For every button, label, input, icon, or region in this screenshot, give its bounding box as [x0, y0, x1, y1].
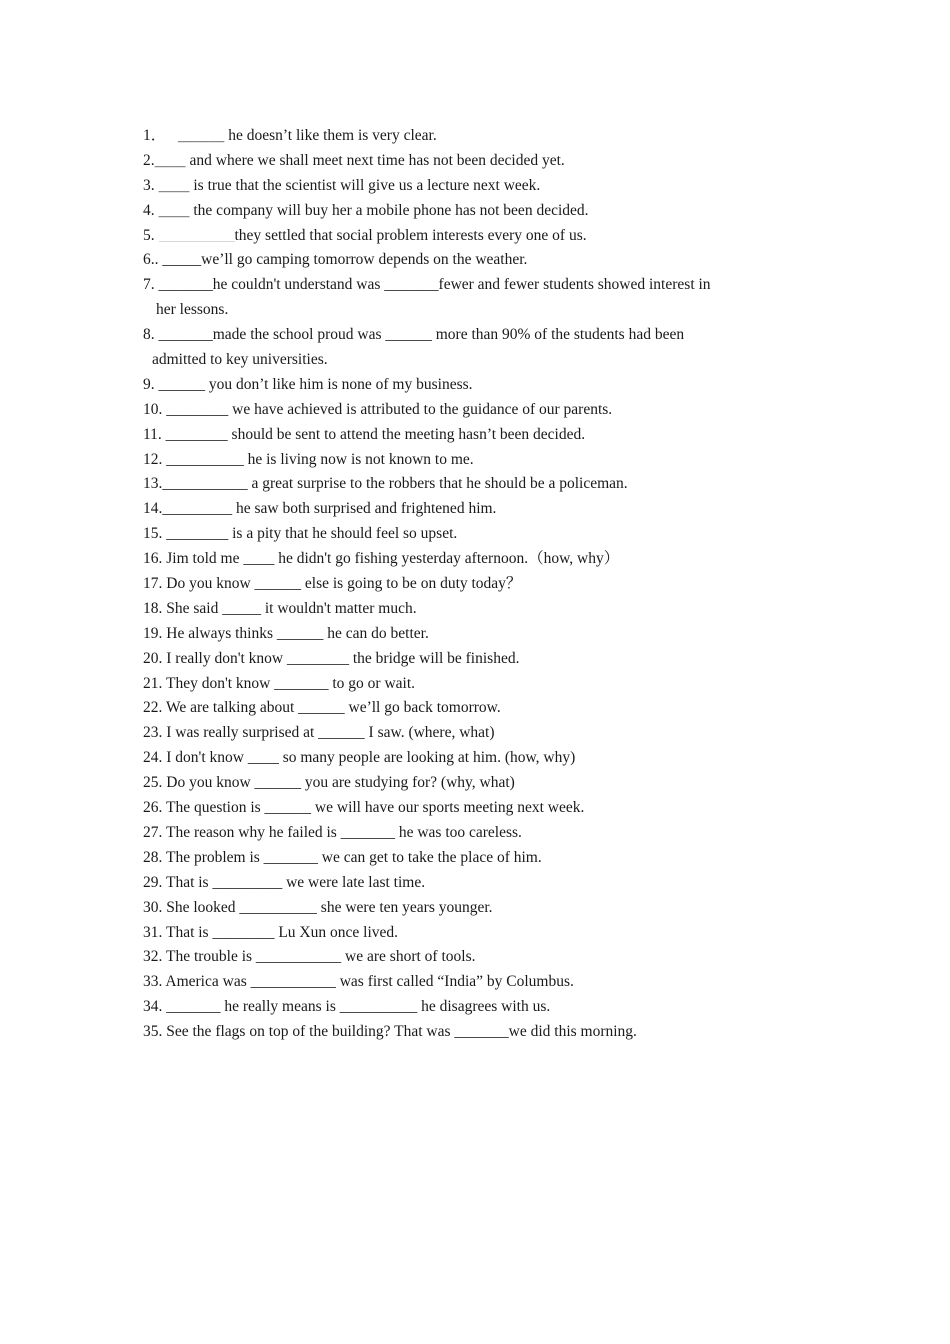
question-22: 22. We are talking about ______ we’ll go back tomorrow.	[143, 699, 501, 717]
question-21: 21. They don't know _______ to go or wait.	[143, 674, 416, 692]
question-20: 20. I really don't know ________ the bridge will be finished.	[143, 649, 520, 667]
question-35: 35. See the flags on top of the building? That was _______we did this morning.	[143, 1023, 637, 1041]
question-11: 11. ________ should be sent to attend the meeting hasn’t been decided.	[143, 425, 586, 443]
question-2: 2.＿＿ and where we shall meet next time has not been decided yet.	[143, 151, 565, 169]
question-16: 16. Jim told me ____ he didn't go fishing yesterday afternoon.（how, why）	[143, 550, 620, 568]
question-24: 24. I don't know ____ so many people are looking at him. (how, why)	[143, 749, 576, 767]
question-17: 17. Do you know ______ else is going to be on duty today？	[143, 575, 522, 593]
question-25: 25. Do you know ______ you are studying for? (why, what)	[143, 774, 515, 792]
question-34: 34. _______ he really means is __________ he disagrees with us.	[143, 998, 551, 1016]
question-15: 15. ________ is a pity that he should feel so upset.	[143, 525, 458, 543]
question-19: 19. He always thinks ______ he can do better.	[143, 624, 429, 642]
question-32: 32. The trouble is ___________ we are short of tools.	[143, 948, 476, 966]
question-5-number: 5.	[143, 226, 159, 244]
answer-blank	[159, 226, 235, 242]
question-8: 8. _______made the school proud was ______ more than 90% of the students had been	[143, 326, 685, 344]
question-12: 12. __________ he is living now is not known to me.	[143, 450, 474, 468]
worksheet-page	[143, 124, 783, 1045]
question-5	[143, 224, 783, 249]
question-5-text: they settled that social problem interests every one of us.	[234, 226, 587, 244]
question-28: 28. The problem is _______ we can get to take the place of him.	[143, 848, 542, 866]
question-6: 6.. _____we’ll go camping tomorrow depends on the weather.	[143, 251, 528, 269]
question-26: 26. The question is ______ we will have our sports meeting next week.	[143, 799, 585, 817]
question-14: 14._________ he saw both surprised and frightened him.	[143, 500, 497, 518]
question-1: 1． ＿＿＿ he doesn’t like them is very clear.	[143, 127, 437, 144]
question-23: 23. I was really surprised at ______ I saw. (where, what)	[143, 724, 495, 742]
question-10: 10. ________ we have achieved is attributed to the guidance of our parents.	[143, 400, 613, 418]
question-3: 3. ＿＿ is true that the scientist will give us a lecture next week.	[143, 176, 541, 194]
question-8-continued: admitted to key universities.	[152, 351, 328, 369]
question-33: 33. America was ___________ was first called “India” by Columbus.	[143, 973, 574, 991]
question-29: 29. That is _________ we were late last time.	[143, 873, 426, 891]
question-30: 30. She looked __________ she were ten years younger.	[143, 898, 493, 916]
question-7: 7. _______he couldn't understand was _______fewer and fewer students showed interest in	[143, 276, 711, 294]
question-18: 18. She said _____ it wouldn't matter much.	[143, 599, 417, 617]
question-27: 27. The reason why he failed is _______ he was too careless.	[143, 823, 522, 841]
question-9: 9. ______ you don’t like him is none of my business.	[143, 375, 473, 393]
question-7-continued: her lessons.	[156, 301, 229, 319]
question-4: 4. ＿＿ the company will buy her a mobile phone has not been decided.	[143, 201, 589, 219]
question-13: 13.___________ a great surprise to the robbers that he should be a policeman.	[143, 475, 628, 493]
question-31: 31. That is ________ Lu Xun once lived.	[143, 923, 399, 941]
